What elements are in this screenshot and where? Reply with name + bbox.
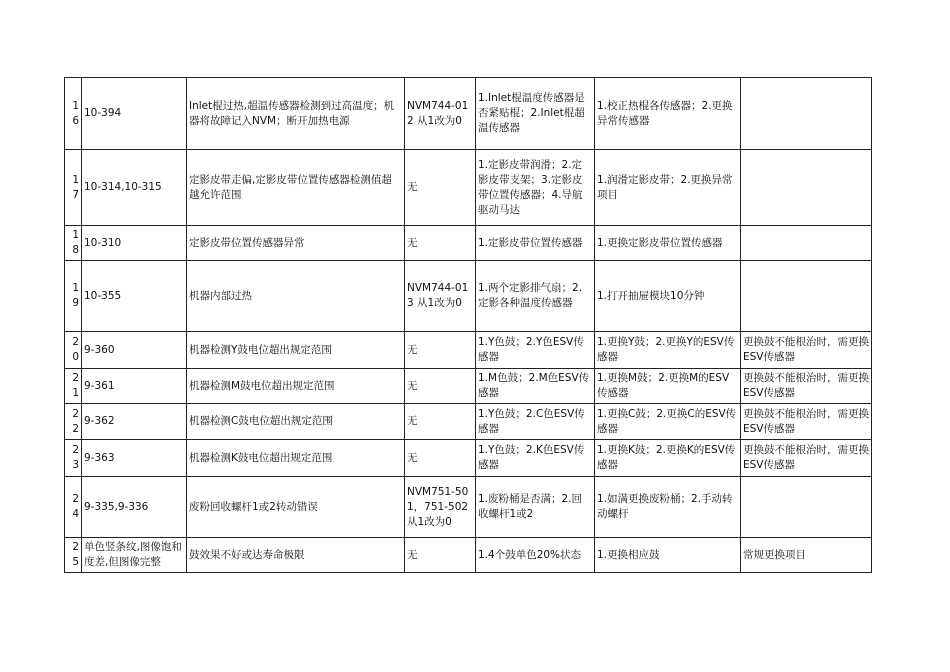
fault-code: 10-394: [82, 78, 187, 150]
row-number: 24: [65, 477, 82, 538]
possible-cause: 1.Y色鼓；2.K色ESV传感器: [476, 440, 595, 477]
remark: [741, 78, 872, 150]
remark: [741, 150, 872, 226]
fault-description: 机器内部过热: [187, 261, 405, 332]
fault-code: 9-335,9-336: [82, 477, 187, 538]
table-row: [65, 150, 872, 226]
table-row: [65, 538, 872, 573]
table-body: [65, 78, 872, 573]
possible-cause: 1.废粉桶是否满；2.回收螺杆1或2: [476, 477, 595, 538]
row-number: 17: [65, 150, 82, 226]
fault-description: 机器检测M鼓电位超出规定范围: [187, 369, 405, 404]
possible-cause: 1.两个定影排气扇；2.定影各种温度传感器: [476, 261, 595, 332]
nvm-setting: NVM744-012 从1改为0: [405, 78, 476, 150]
remark: 更换鼓不能根治时，需更换ESV传感器: [741, 440, 872, 477]
nvm-setting: 无: [405, 150, 476, 226]
corrective-action: 1.打开抽屉模块10分钟: [595, 261, 741, 332]
fault-description: 机器检测C鼓电位超出规定范围: [187, 404, 405, 440]
fault-code: 9-363: [82, 440, 187, 477]
fault-description: Inlet棍过热,超温传感器检测到过高温度；机器将故障记入NVM；断开加热电源: [187, 78, 405, 150]
row-number: 19: [65, 261, 82, 332]
remark: 更换鼓不能根治时，需更换ESV传感器: [741, 332, 872, 369]
corrective-action: 1.如满更换废粉桶；2.手动转动螺杆: [595, 477, 741, 538]
fault-description: 废粉回收螺杆1或2转动错误: [187, 477, 405, 538]
row-number: 22: [65, 404, 82, 440]
nvm-setting: NVM751-501，751-502 从1改为0: [405, 477, 476, 538]
remark: 更换鼓不能根治时，需更换ESV传感器: [741, 369, 872, 404]
fault-code-table: [64, 77, 872, 573]
table-row: [65, 369, 872, 404]
fault-code: 10-314,10-315: [82, 150, 187, 226]
table-row: [65, 261, 872, 332]
nvm-setting: 无: [405, 538, 476, 573]
row-number: 16: [65, 78, 82, 150]
nvm-setting: 无: [405, 440, 476, 477]
remark: [741, 477, 872, 538]
table-row: [65, 477, 872, 538]
corrective-action: 1.更换定影皮带位置传感器: [595, 226, 741, 261]
corrective-action: 1.更换C鼓；2.更换C的ESV传感器: [595, 404, 741, 440]
nvm-setting: 无: [405, 226, 476, 261]
fault-description: 机器检测Y鼓电位超出规定范围: [187, 332, 405, 369]
fault-code: 9-360: [82, 332, 187, 369]
fault-description: 机器检测K鼓电位超出规定范围: [187, 440, 405, 477]
nvm-setting: NVM744-013 从1改为0: [405, 261, 476, 332]
row-number: 21: [65, 369, 82, 404]
table-row: [65, 332, 872, 369]
fault-code: 9-361: [82, 369, 187, 404]
table-row: [65, 440, 872, 477]
fault-description: 鼓效果不好或达寿命极限: [187, 538, 405, 573]
possible-cause: 1.定影皮带位置传感器: [476, 226, 595, 261]
row-number: 23: [65, 440, 82, 477]
remark: [741, 226, 872, 261]
nvm-setting: 无: [405, 369, 476, 404]
possible-cause: 1.Y色鼓；2.C色ESV传感器: [476, 404, 595, 440]
remark: 常规更换项目: [741, 538, 872, 573]
row-number: 18: [65, 226, 82, 261]
corrective-action: 1.更换Y鼓；2.更换Y的ESV传感器: [595, 332, 741, 369]
possible-cause: 1.Y色鼓；2.Y色ESV传感器: [476, 332, 595, 369]
corrective-action: 1.润滑定影皮带；2.更换异常项目: [595, 150, 741, 226]
nvm-setting: 无: [405, 332, 476, 369]
fault-description: 定影皮带走偏,定影皮带位置传感器检测值超越允许范围: [187, 150, 405, 226]
fault-code: 9-362: [82, 404, 187, 440]
corrective-action: 1.更换M鼓；2.更换M的ESV传感器: [595, 369, 741, 404]
corrective-action: 1.更换相应鼓: [595, 538, 741, 573]
row-number: 25: [65, 538, 82, 573]
corrective-action: 1.校正热棍各传感器；2.更换异常传感器: [595, 78, 741, 150]
table-row: [65, 404, 872, 440]
possible-cause: 1.4个鼓单色20%状态: [476, 538, 595, 573]
possible-cause: 1.定影皮带润滑；2.定影皮带支架；3.定影皮带位置传感器；4.导航驱动马达: [476, 150, 595, 226]
possible-cause: 1.M色鼓；2.M色ESV传感器: [476, 369, 595, 404]
table-row: [65, 226, 872, 261]
nvm-setting: 无: [405, 404, 476, 440]
fault-code: 10-355: [82, 261, 187, 332]
remark: 更换鼓不能根治时，需更换ESV传感器: [741, 404, 872, 440]
remark: [741, 261, 872, 332]
fault-code: 10-310: [82, 226, 187, 261]
row-number: 20: [65, 332, 82, 369]
fault-description: 定影皮带位置传感器异常: [187, 226, 405, 261]
possible-cause: 1.Inlet棍温度传感器是否紧贴棍；2.Inlet棍超温传感器: [476, 78, 595, 150]
table-row: [65, 78, 872, 150]
corrective-action: 1.更换K鼓；2.更换K的ESV传感器: [595, 440, 741, 477]
fault-code: 单色竖条纹,图像饱和度差,但图像完整: [82, 538, 187, 573]
